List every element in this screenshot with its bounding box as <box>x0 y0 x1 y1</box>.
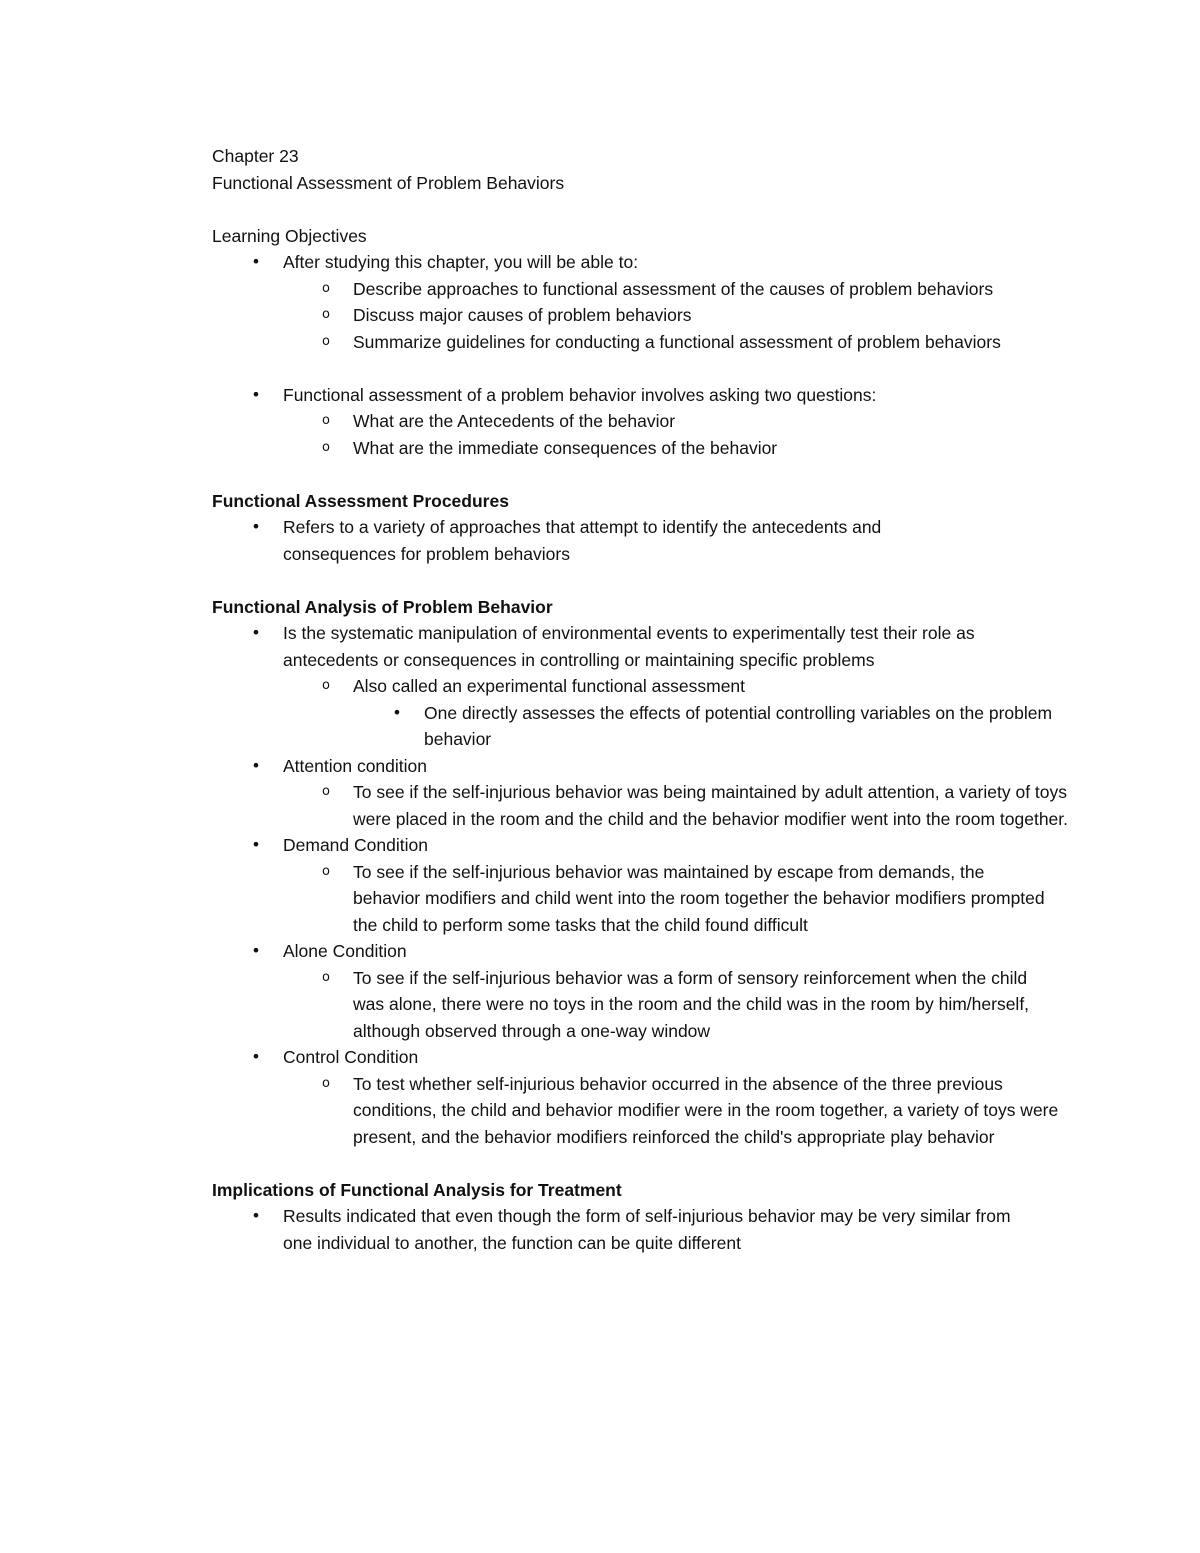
bullet-icon: • <box>251 1206 261 1225</box>
analysis-subsublist <box>212 700 1092 753</box>
bullet-icon: • <box>251 384 261 404</box>
circle-bullet-icon: o <box>322 1075 330 1091</box>
objective-item: Discuss major causes of problem behaviors <box>353 305 692 325</box>
implications-text: Results indicated that even though the form of self-injurious behavior may be very similar from one individual to another, the function can be quite different <box>283 1206 1011 1253</box>
analysis-definition: Is the systematic manipulation of environmental events to experimentally test their role as antecedents or consequences in controlling or maintaining specific problems <box>283 623 975 670</box>
chapter-number: Chapter 23 <box>212 146 299 166</box>
procedures-text: Refers to a variety of approaches that attempt to identify the antecedents and consequences for problem behaviors <box>283 517 882 564</box>
condition-sublist <box>212 859 1092 939</box>
procedures-heading: Functional Assessment Procedures <box>212 490 509 511</box>
list-item <box>212 302 1092 329</box>
circle-bullet-icon: o <box>322 280 330 296</box>
list-item <box>212 408 1092 435</box>
question-item: What are the immediate consequences of the behavior <box>353 437 778 458</box>
list-item <box>212 700 1092 753</box>
list-item <box>212 1044 1092 1150</box>
spacer <box>212 196 1092 223</box>
questions-intro: Functional assessment of a problem behavior involves asking two questions: <box>283 384 877 405</box>
condition-label: Demand Condition <box>283 835 428 855</box>
procedures-list <box>212 514 1092 567</box>
list-item <box>212 1203 1092 1256</box>
circle-bullet-icon: o <box>322 439 330 455</box>
list-item <box>212 620 1092 753</box>
circle-bullet-icon: o <box>322 333 330 349</box>
spacer <box>212 355 1092 382</box>
bullet-icon: • <box>392 702 402 722</box>
questions-list <box>212 382 1092 462</box>
bullet-icon: • <box>251 623 261 642</box>
objective-item: Describe approaches to functional assessment of the causes of problem behaviors <box>353 278 994 299</box>
circle-bullet-icon: o <box>322 307 330 322</box>
bullet-icon: • <box>251 835 261 854</box>
bullet-icon: • <box>251 755 261 775</box>
circle-bullet-icon: o <box>322 863 330 879</box>
condition-sublist <box>212 1071 1092 1151</box>
list-item <box>212 382 1092 462</box>
list-item <box>212 832 1092 938</box>
condition-detail: To see if the self-injurious behavior was a form of sensory reinforcement when the child was alone, there were no toys in the room and the child was in the room by him/herself, although observed through a one-way window <box>353 967 1030 1041</box>
analysis-heading: Functional Analysis of Problem Behavior <box>212 596 553 617</box>
condition-label: Attention condition <box>283 755 427 776</box>
list-item <box>212 938 1092 1044</box>
list-item <box>212 859 1092 939</box>
condition-sublist <box>212 779 1092 832</box>
list-item <box>212 276 1092 303</box>
objective-item: Summarize guidelines for conducting a functional assessment of problem behaviors <box>353 331 1001 352</box>
list-item <box>212 1071 1092 1151</box>
circle-bullet-icon: o <box>322 678 330 693</box>
objectives-list <box>212 249 1092 355</box>
implications-list <box>212 1203 1092 1256</box>
analysis-sublist <box>212 673 1092 753</box>
list-item <box>212 753 1092 833</box>
spacer <box>212 461 1092 488</box>
implications-heading: Implications of Functional Analysis for Treatment <box>212 1179 622 1200</box>
condition-detail: To test whether self-injurious behavior occurred in the absence of the three previous conditions, the child and behavior modifier were in the room together, a variety of toys were present, and the behavior modifiers reinforced the child's appropriate play behavior <box>353 1073 1059 1147</box>
condition-detail: To see if the self-injurious behavior was being maintained by adult attention, a variety of toys were placed in the room and the child and the behavior modifier went into the room together. <box>353 782 1069 829</box>
objectives-heading: Learning Objectives <box>212 225 367 246</box>
analysis-aka-detail: One directly assesses the effects of potential controlling variables on the problem behavior <box>424 702 1053 749</box>
bullet-icon: • <box>251 1047 261 1066</box>
chapter-title: Functional Assessment of Problem Behaviors <box>212 172 565 193</box>
question-item: What are the Antecedents of the behavior <box>353 411 676 431</box>
bullet-icon: • <box>251 252 261 271</box>
objectives-intro: After studying this chapter, you will be able to: <box>283 252 639 272</box>
spacer <box>212 567 1092 594</box>
bullet-icon: • <box>251 517 261 536</box>
list-item <box>212 249 1092 355</box>
spacer <box>212 1150 1092 1177</box>
questions-sublist <box>212 408 1092 461</box>
circle-bullet-icon: o <box>322 413 330 428</box>
condition-label: Control Condition <box>283 1047 419 1067</box>
condition-detail: To see if the self-injurious behavior was maintained by escape from demands, the behavior modifiers and child went into the room together the behavior modifiers prompted the child to perform some tasks that the child found difficult <box>353 861 1045 935</box>
list-item <box>212 965 1092 1045</box>
analysis-list <box>212 620 1092 1150</box>
list-item <box>212 779 1092 832</box>
condition-sublist <box>212 965 1092 1045</box>
list-item <box>212 673 1092 753</box>
list-item <box>212 435 1092 462</box>
bullet-icon: • <box>251 941 261 960</box>
analysis-aka: Also called an experimental functional assessment <box>353 676 746 696</box>
list-item <box>212 329 1092 356</box>
circle-bullet-icon: o <box>322 784 330 799</box>
circle-bullet-icon: o <box>322 969 330 985</box>
objectives-sublist <box>212 276 1092 356</box>
list-item <box>212 514 1092 567</box>
document-content <box>212 143 1092 1256</box>
condition-label: Alone Condition <box>283 941 407 961</box>
